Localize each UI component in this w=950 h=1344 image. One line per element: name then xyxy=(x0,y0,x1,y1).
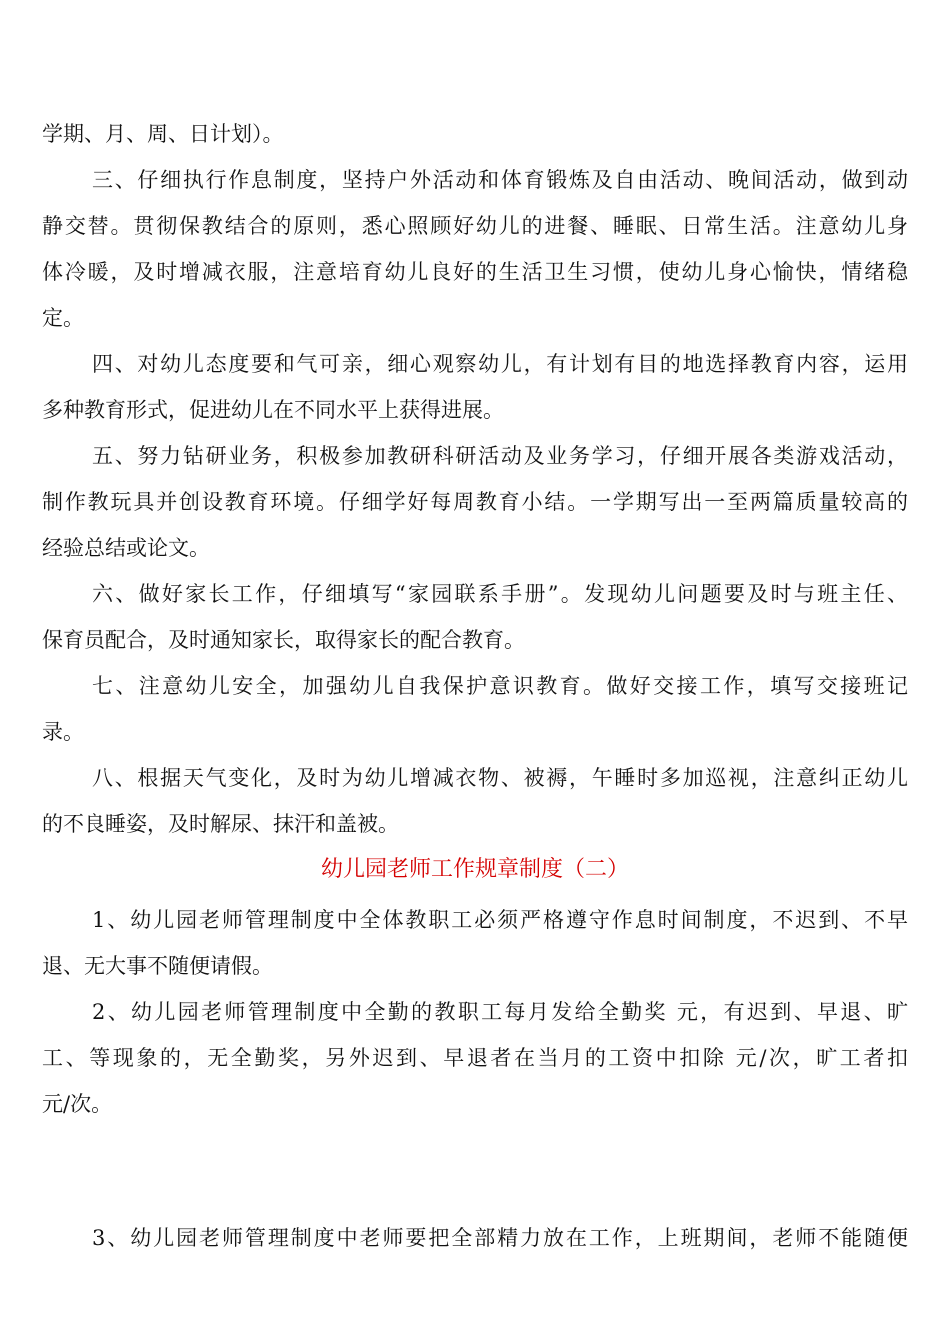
rule-1-line-1: 1、幼儿园老师管理制度中全体教职工必须严格遵守作息时间制度，不迟到、不早 xyxy=(92,908,908,932)
paragraph-3-line-1: 三、仔细执行作息制度，坚持户外活动和体育锻炼及自由活动、晚间活动，做到动 xyxy=(92,168,908,192)
paragraph-5-line-3: 经验总结或论文。 xyxy=(42,536,210,560)
paragraph-7-line-1: 七、注意幼儿安全，加强幼儿自我保护意识教育。做好交接工作，填写交接班记 xyxy=(92,674,908,698)
section-title: 幼儿园老师工作规章制度（二） xyxy=(320,857,629,882)
paragraph-8-line-2: 的不良睡姿，及时解尿、抹汗和盖被。 xyxy=(42,812,399,836)
paragraph-3-line-3: 体冷暖，及时增减衣服，注意培育幼儿良好的生活卫生习惯，使幼儿身心愉快，情绪稳 xyxy=(42,260,908,284)
paragraph-continuation: 学期、月、周、日计划）。 xyxy=(42,122,284,146)
paragraph-4-line-2: 多种教育形式，促进幼儿在不同水平上获得进展。 xyxy=(42,398,504,422)
paragraph-6-line-1: 六、做好家长工作，仔细填写“家园联系手册”。发现幼儿问题要及时与班主任、 xyxy=(92,582,908,606)
paragraph-7-line-2: 录。 xyxy=(42,720,84,744)
rule-2-line-2: 工、等现象的，无全勤奖，另外迟到、早退者在当月的工资中扣除 元/次，旷工者扣 xyxy=(42,1046,908,1070)
paragraph-8-line-1: 八、根据天气变化，及时为幼儿增减衣物、被褥，午睡时多加巡视，注意纠正幼儿 xyxy=(92,766,908,790)
paragraph-3-line-2: 静交替。贯彻保教结合的原则，悉心照顾好幼儿的进餐、睡眠、日常生活。注意幼儿身 xyxy=(42,214,908,238)
paragraph-4-line-1: 四、对幼儿态度要和气可亲，细心观察幼儿，有计划有目的地选择教育内容，运用 xyxy=(92,352,908,376)
rule-2-line-1: 2、幼儿园老师管理制度中全勤的教职工每月发给全勤奖 元，有迟到、早退、旷 xyxy=(92,1000,908,1024)
paragraph-5-line-2: 制作教玩具并创设教育环境。仔细学好每周教育小结。一学期写出一至两篇质量较高的 xyxy=(42,490,908,514)
rule-3-line-1: 3、幼儿园老师管理制度中老师要把全部精力放在工作，上班期间，老师不能随便 xyxy=(92,1226,908,1250)
rule-2-line-3: 元/次。 xyxy=(42,1092,113,1116)
paragraph-3-line-4: 定。 xyxy=(42,306,84,330)
paragraph-5-line-1: 五、努力钻研业务，积极参加教研科研活动及业务学习，仔细开展各类游戏活动， xyxy=(92,444,908,468)
rule-1-line-2: 退、无大事不随便请假。 xyxy=(42,954,273,978)
paragraph-6-line-2: 保育员配合，及时通知家长，取得家长的配合教育。 xyxy=(42,628,525,652)
